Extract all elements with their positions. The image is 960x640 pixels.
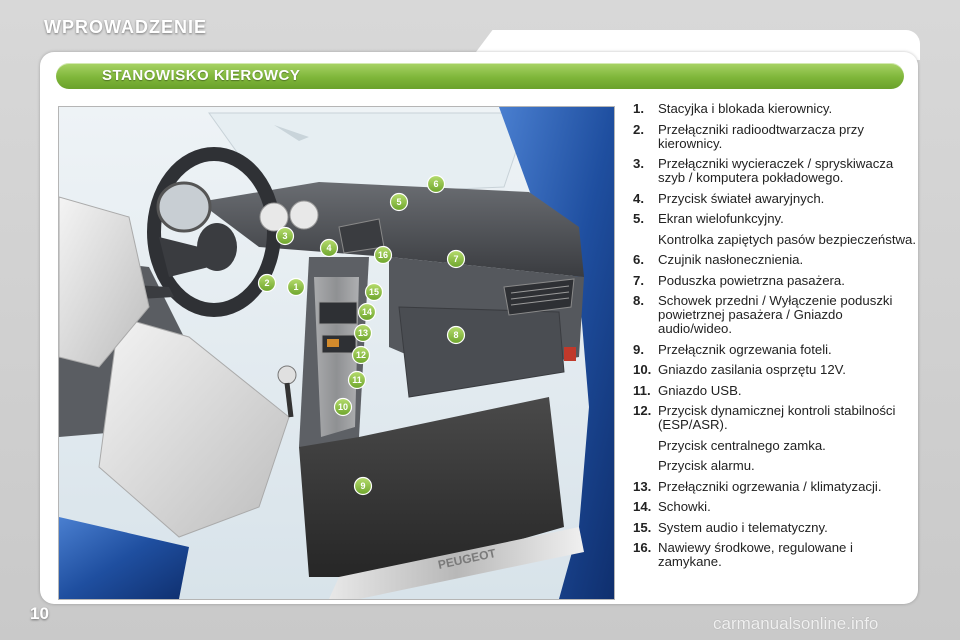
- callout-badge-label: 16: [377, 250, 389, 261]
- legend-item-number: 9.: [633, 341, 644, 357]
- legend-item-number: [633, 233, 658, 247]
- callout-badge-label: 8: [453, 330, 459, 341]
- callout-badge-label: 1: [293, 282, 299, 293]
- legend-item: [633, 294, 918, 336]
- legend-item-number: 2.: [633, 121, 644, 137]
- legend-item: [633, 459, 918, 473]
- legend-item-number: 11.: [633, 382, 651, 398]
- legend-item: [633, 404, 918, 432]
- legend-item-number: 12.: [633, 403, 652, 418]
- callout-badge-label: 15: [368, 287, 380, 298]
- legend-item-number: 13.: [633, 478, 652, 494]
- callout-badge-label: 14: [361, 307, 373, 318]
- page-number: 10: [30, 604, 49, 623]
- callout-badge: [353, 347, 370, 364]
- legend-item: [633, 233, 918, 247]
- callout-badge-label: 4: [326, 243, 332, 254]
- legend-item-text: Schowek przedni / Wyłączenie poduszki powietrznej pasażera / Gniazdo audio/wideo.: [658, 293, 893, 336]
- dashboard-illustration: [58, 106, 615, 600]
- legend-item-number: 8.: [633, 293, 644, 308]
- legend-item: [633, 253, 918, 267]
- legend-item-number: 6.: [633, 252, 644, 267]
- legend-item: [633, 192, 918, 206]
- legend-item: [633, 521, 918, 535]
- legend-item-number: 10.: [633, 362, 652, 377]
- legend-item-number: 3.: [633, 156, 644, 171]
- legend-item: [633, 123, 918, 151]
- car-interior-drawing: [59, 107, 614, 599]
- legend-item-text: Kontrolka zapiętych pasów bezpieczeństwa.: [658, 231, 917, 247]
- callout-badge-label: 13: [357, 328, 369, 339]
- legend-item: [633, 541, 918, 569]
- callout-badge: [448, 327, 465, 344]
- legend-item-number: 14.: [633, 499, 652, 514]
- page-header-title: WPROWADZENIE: [44, 17, 207, 37]
- callout-badge: [428, 176, 445, 193]
- legend-item-text: Przełączniki ogrzewania / klimatyzacji.: [658, 478, 882, 494]
- legend-item-text: Przełącznik ogrzewania foteli.: [658, 341, 832, 357]
- legend-item: [633, 439, 918, 453]
- legend-item-text: Czujnik nasłonecznienia.: [658, 252, 804, 267]
- callout-badge-label: 3: [282, 231, 288, 242]
- callout-badge: [277, 228, 294, 245]
- callout-badge-label: 2: [264, 278, 270, 289]
- legend-item: [633, 274, 918, 288]
- callout-badge: [259, 275, 276, 292]
- callout-badge-label: 9: [360, 481, 366, 492]
- legend-item-text: Przycisk centralnego zamka.: [658, 437, 826, 453]
- section-title: STANOWISKO KIEROWCY: [102, 67, 301, 84]
- legend-item-text: Gniazdo zasilania osprzętu 12V.: [658, 362, 846, 377]
- legend-item-text: Przełączniki wycieraczek / spryskiwacza szyb / komputera pokładowego.: [658, 156, 894, 185]
- legend-item-number: 16.: [633, 540, 652, 555]
- legend-item-number: 15.: [633, 519, 652, 535]
- callout-badge: [288, 279, 305, 296]
- legend-item-text: Nawiewy środkowe, regulowane i zamykane.: [658, 540, 853, 569]
- callout-badge: [355, 478, 372, 495]
- watermark: carmanualsonline.info: [713, 614, 879, 633]
- legend-item: [633, 384, 918, 398]
- legend-item-number: 5.: [633, 211, 644, 226]
- callout-badge: [391, 194, 408, 211]
- callout-badge: [355, 325, 372, 342]
- legend-item-text: Przycisk świateł awaryjnych.: [658, 190, 825, 206]
- legend-list: [633, 102, 918, 576]
- legend-item: [633, 500, 918, 514]
- sill-brand-text: PEUGEOT: [436, 546, 498, 572]
- legend-item-number: 7.: [633, 272, 644, 288]
- legend-item-text: Przełączniki radioodtwarzacza przy kierownicy.: [658, 121, 864, 151]
- legend-item: [633, 343, 918, 357]
- legend-item-text: Stacyjka i blokada kierownicy.: [658, 101, 833, 116]
- callout-badge: [335, 399, 352, 416]
- legend-item-text: System audio i telematyczny.: [658, 519, 828, 535]
- legend-item-text: Przycisk dynamicznej kontroli stabilności (ESP/ASR).: [658, 403, 896, 432]
- legend-item: [633, 102, 918, 116]
- legend-item-text: Gniazdo USB.: [658, 382, 742, 398]
- callout-badge-label: 7: [453, 254, 459, 265]
- legend-item: [633, 212, 918, 226]
- callout-badge-label: 5: [396, 197, 402, 208]
- callout-badge: [375, 247, 392, 264]
- legend-item-text: Poduszka powietrzna pasażera.: [658, 272, 845, 288]
- legend-item-number: [633, 459, 658, 473]
- callout-badge-label: 11: [352, 375, 362, 386]
- legend-item-text: Przycisk alarmu.: [658, 458, 755, 473]
- callout-badge: [366, 284, 383, 301]
- legend-item-text: Schowki.: [658, 499, 711, 514]
- callout-badge: [448, 251, 465, 268]
- callout-badge-label: 6: [433, 179, 439, 190]
- legend-item-number: 1.: [633, 101, 644, 116]
- callout-badge: [359, 304, 376, 321]
- legend-item-number: [633, 439, 658, 453]
- legend-item: [633, 480, 918, 494]
- legend-item: [633, 157, 918, 185]
- callout-badge-label: 10: [337, 402, 349, 413]
- callout-badge: [349, 372, 366, 389]
- legend-item-number: 4.: [633, 190, 644, 206]
- legend-item: [633, 363, 918, 377]
- callout-badge-label: 12: [355, 350, 367, 361]
- callout-badge: [321, 240, 338, 257]
- legend-item-text: Ekran wielofunkcyjny.: [658, 211, 784, 226]
